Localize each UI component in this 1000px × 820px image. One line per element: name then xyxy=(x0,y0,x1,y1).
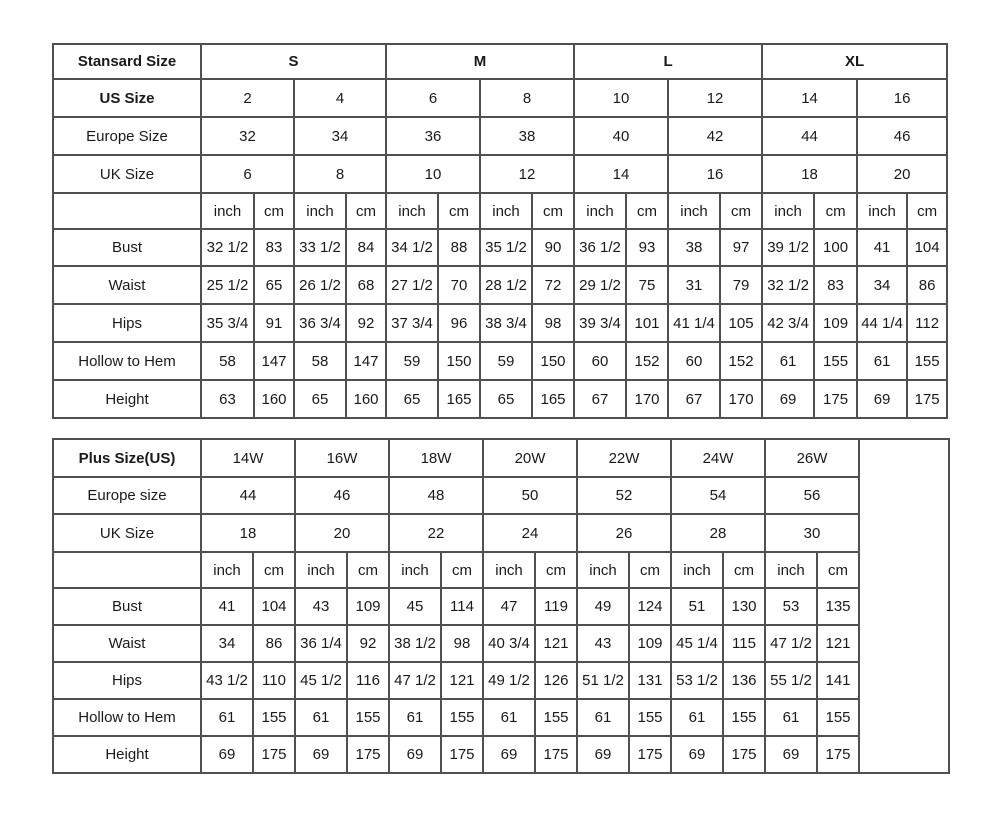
plus-unit-cell: cm xyxy=(441,552,483,588)
measure-cell: 150 xyxy=(532,342,574,380)
measure-cell: 59 xyxy=(480,342,532,380)
plus-uk-size-row xyxy=(53,514,949,552)
measure-cell: 90 xyxy=(532,229,574,266)
plus-size-cell: 18W xyxy=(389,439,483,477)
plus-measure-cell: 69 xyxy=(765,736,817,773)
unit-cell: cm xyxy=(907,193,947,229)
plus-measure-cell: 61 xyxy=(483,699,535,736)
measure-cell: 104 xyxy=(907,229,947,266)
plus-measure-cell: 69 xyxy=(577,736,629,773)
unit-cell: inch xyxy=(574,193,626,229)
measure-cell: 170 xyxy=(720,380,762,418)
plus-measure-cell: 121 xyxy=(817,625,859,662)
plus-measure-cell: 47 xyxy=(483,588,535,625)
uk-size-cell: 8 xyxy=(294,155,386,193)
plus-measure-row-hollow-to-hem xyxy=(53,699,949,736)
plus-measure-cell: 43 1/2 xyxy=(201,662,253,699)
plus-size-cell: 24W xyxy=(671,439,765,477)
plus-unit-cell: cm xyxy=(817,552,859,588)
plus-uk-size-cell: 20 xyxy=(295,514,389,552)
plus-measure-row-waist xyxy=(53,625,949,662)
measure-cell: 58 xyxy=(201,342,254,380)
uk-size-cell: 18 xyxy=(762,155,857,193)
measure-cell: 32 1/2 xyxy=(762,266,814,304)
unit-cell: cm xyxy=(438,193,480,229)
uk-size-row xyxy=(53,155,947,193)
uk-size-cell: 6 xyxy=(201,155,294,193)
measure-cell: 105 xyxy=(720,304,762,342)
plus-uk-size-cell: 18 xyxy=(201,514,295,552)
plus-size-cell: 26W xyxy=(765,439,859,477)
measure-cell: 72 xyxy=(532,266,574,304)
plus-measure-cell: 155 xyxy=(347,699,389,736)
measure-cell: 69 xyxy=(857,380,907,418)
measure-cell: 28 1/2 xyxy=(480,266,532,304)
plus-uk-size-cell: 24 xyxy=(483,514,577,552)
measure-label: Hollow to Hem xyxy=(53,342,201,380)
plus-measure-cell: 36 1/4 xyxy=(295,625,347,662)
measure-cell: 68 xyxy=(346,266,386,304)
measure-row-bust xyxy=(53,229,947,266)
plus-measure-cell: 175 xyxy=(347,736,389,773)
plus-measure-cell: 40 3/4 xyxy=(483,625,535,662)
measure-cell: 37 3/4 xyxy=(386,304,438,342)
measure-row-hollow-to-hem xyxy=(53,342,947,380)
measure-cell: 93 xyxy=(626,229,668,266)
europe-size-cell: 32 xyxy=(201,117,294,155)
europe-size-row xyxy=(53,117,947,155)
unit-cell: inch xyxy=(201,193,254,229)
unit-cell: cm xyxy=(720,193,762,229)
measure-cell: 35 1/2 xyxy=(480,229,532,266)
unit-cell: cm xyxy=(626,193,668,229)
plus-measure-cell: 69 xyxy=(483,736,535,773)
measure-cell: 175 xyxy=(814,380,857,418)
europe-size-cell: 44 xyxy=(762,117,857,155)
standard-size-header: Stansard Size xyxy=(53,44,201,79)
plus-measure-cell: 121 xyxy=(441,662,483,699)
measure-row-height xyxy=(53,380,947,418)
measure-cell: 44 1/4 xyxy=(857,304,907,342)
measure-cell: 33 1/2 xyxy=(294,229,346,266)
plus-measure-label: Bust xyxy=(53,588,201,625)
plus-measure-cell: 61 xyxy=(295,699,347,736)
measure-cell: 100 xyxy=(814,229,857,266)
plus-measure-cell: 98 xyxy=(441,625,483,662)
unit-cell: cm xyxy=(254,193,294,229)
measure-cell: 31 xyxy=(668,266,720,304)
plus-uk-size-cell: 22 xyxy=(389,514,483,552)
measure-cell: 165 xyxy=(532,380,574,418)
europe-size-cell: 34 xyxy=(294,117,386,155)
plus-measure-cell: 155 xyxy=(535,699,577,736)
plus-measure-cell: 141 xyxy=(817,662,859,699)
us-size-cell: 14 xyxy=(762,79,857,117)
plus-measure-cell: 130 xyxy=(723,588,765,625)
plus-measure-cell: 45 1/4 xyxy=(671,625,723,662)
europe-size-cell: 42 xyxy=(668,117,762,155)
plus-unit-cell: cm xyxy=(723,552,765,588)
measure-cell: 38 3/4 xyxy=(480,304,532,342)
plus-uk-size-cell: 28 xyxy=(671,514,765,552)
plus-europe-size-cell: 52 xyxy=(577,477,671,514)
plus-measure-cell: 136 xyxy=(723,662,765,699)
measure-cell: 65 xyxy=(480,380,532,418)
plus-measure-cell: 119 xyxy=(535,588,577,625)
measure-cell: 97 xyxy=(720,229,762,266)
plus-measure-cell: 114 xyxy=(441,588,483,625)
measure-cell: 155 xyxy=(907,342,947,380)
measure-cell: 65 xyxy=(294,380,346,418)
plus-measure-cell: 175 xyxy=(253,736,295,773)
measure-cell: 42 3/4 xyxy=(762,304,814,342)
plus-measure-cell: 115 xyxy=(723,625,765,662)
measure-cell: 34 xyxy=(857,266,907,304)
header-row xyxy=(53,44,947,79)
plus-unit-cell: inch xyxy=(483,552,535,588)
europe-size-cell: 40 xyxy=(574,117,668,155)
plus-unit-cell: cm xyxy=(253,552,295,588)
plus-measure-cell: 175 xyxy=(441,736,483,773)
measure-label: Height xyxy=(53,380,201,418)
plus-measure-cell: 41 xyxy=(201,588,253,625)
measure-cell: 109 xyxy=(814,304,857,342)
us-size-cell: 10 xyxy=(574,79,668,117)
measure-cell: 170 xyxy=(626,380,668,418)
measure-cell: 101 xyxy=(626,304,668,342)
plus-measure-row-bust xyxy=(53,588,949,625)
plus-measure-cell: 61 xyxy=(671,699,723,736)
unit-row xyxy=(53,193,947,229)
measure-cell: 25 1/2 xyxy=(201,266,254,304)
plus-size-cell: 20W xyxy=(483,439,577,477)
plus-size-cell: 22W xyxy=(577,439,671,477)
uk-size-cell: 12 xyxy=(480,155,574,193)
plus-europe-size-cell: 50 xyxy=(483,477,577,514)
plus-unit-cell: cm xyxy=(535,552,577,588)
measure-cell: 63 xyxy=(201,380,254,418)
measure-cell: 65 xyxy=(254,266,294,304)
measure-cell: 32 1/2 xyxy=(201,229,254,266)
measure-cell: 152 xyxy=(720,342,762,380)
plus-measure-cell: 126 xyxy=(535,662,577,699)
size-group-xl: XL xyxy=(762,44,947,79)
plus-unit-cell: inch xyxy=(671,552,723,588)
plus-measure-cell: 124 xyxy=(629,588,671,625)
measure-cell: 26 1/2 xyxy=(294,266,346,304)
plus-europe-size-cell: 44 xyxy=(201,477,295,514)
plus-measure-cell: 47 1/2 xyxy=(389,662,441,699)
uk-size-cell: 16 xyxy=(668,155,762,193)
standard-size-table xyxy=(52,43,948,419)
plus-measure-cell: 53 xyxy=(765,588,817,625)
europe-size-cell: 46 xyxy=(857,117,947,155)
plus-measure-cell: 175 xyxy=(723,736,765,773)
measure-cell: 165 xyxy=(438,380,480,418)
plus-measure-cell: 131 xyxy=(629,662,671,699)
measure-cell: 41 xyxy=(857,229,907,266)
plus-unit-row xyxy=(53,552,949,588)
unit-cell: cm xyxy=(814,193,857,229)
plus-unit-cell: inch xyxy=(201,552,253,588)
plus-unit-cell: inch xyxy=(389,552,441,588)
plus-measure-cell: 69 xyxy=(389,736,441,773)
plus-unit-cell: cm xyxy=(629,552,671,588)
measure-cell: 59 xyxy=(386,342,438,380)
unit-cell: inch xyxy=(480,193,532,229)
measure-cell: 67 xyxy=(574,380,626,418)
measure-cell: 84 xyxy=(346,229,386,266)
unit-cell: cm xyxy=(532,193,574,229)
measure-row-waist xyxy=(53,266,947,304)
plus-measure-cell: 104 xyxy=(253,588,295,625)
plus-measure-cell: 69 xyxy=(295,736,347,773)
measure-cell: 98 xyxy=(532,304,574,342)
plus-unit-cell: inch xyxy=(577,552,629,588)
plus-measure-label: Height xyxy=(53,736,201,773)
size-group-s: S xyxy=(201,44,386,79)
measure-cell: 160 xyxy=(254,380,294,418)
plus-measure-cell: 53 1/2 xyxy=(671,662,723,699)
us-size-cell: 2 xyxy=(201,79,294,117)
measure-cell: 29 1/2 xyxy=(574,266,626,304)
measure-row-hips xyxy=(53,304,947,342)
us-size-cell: 8 xyxy=(480,79,574,117)
plus-measure-cell: 34 xyxy=(201,625,253,662)
measure-cell: 35 3/4 xyxy=(201,304,254,342)
us-size-row xyxy=(53,79,947,117)
unit-cell: inch xyxy=(762,193,814,229)
plus-measure-cell: 86 xyxy=(253,625,295,662)
plus-measure-cell: 109 xyxy=(347,588,389,625)
plus-measure-cell: 155 xyxy=(629,699,671,736)
plus-header-row xyxy=(53,439,949,477)
measure-label: Bust xyxy=(53,229,201,266)
unit-cell: inch xyxy=(386,193,438,229)
unit-cell: inch xyxy=(668,193,720,229)
measure-cell: 36 1/2 xyxy=(574,229,626,266)
plus-size-cell: 14W xyxy=(201,439,295,477)
plus-measure-cell: 69 xyxy=(201,736,253,773)
plus-europe-size-cell: 46 xyxy=(295,477,389,514)
measure-cell: 27 1/2 xyxy=(386,266,438,304)
plus-measure-cell: 51 xyxy=(671,588,723,625)
plus-measure-cell: 38 1/2 xyxy=(389,625,441,662)
measure-cell: 92 xyxy=(346,304,386,342)
plus-size-table xyxy=(52,438,950,774)
measure-cell: 83 xyxy=(254,229,294,266)
plus-size-header: Plus Size(US) xyxy=(53,439,201,477)
measure-cell: 39 3/4 xyxy=(574,304,626,342)
plus-measure-cell: 109 xyxy=(629,625,671,662)
uk-size-cell: 10 xyxy=(386,155,480,193)
measure-cell: 65 xyxy=(386,380,438,418)
plus-measure-cell: 155 xyxy=(441,699,483,736)
europe-size-cell: 38 xyxy=(480,117,574,155)
measure-cell: 39 1/2 xyxy=(762,229,814,266)
europe-size-cell: 36 xyxy=(386,117,480,155)
measure-cell: 147 xyxy=(254,342,294,380)
plus-measure-cell: 116 xyxy=(347,662,389,699)
plus-unit-cell: inch xyxy=(765,552,817,588)
plus-measure-cell: 61 xyxy=(389,699,441,736)
plus-measure-cell: 49 1/2 xyxy=(483,662,535,699)
plus-europe-size-cell: 48 xyxy=(389,477,483,514)
measure-cell: 175 xyxy=(907,380,947,418)
plus-measure-cell: 135 xyxy=(817,588,859,625)
measure-cell: 96 xyxy=(438,304,480,342)
plus-measure-cell: 51 1/2 xyxy=(577,662,629,699)
measure-cell: 34 1/2 xyxy=(386,229,438,266)
plus-measure-label: Hollow to Hem xyxy=(53,699,201,736)
plus-blank-column xyxy=(859,439,949,773)
unit-cell: inch xyxy=(857,193,907,229)
us-size-cell: 12 xyxy=(668,79,762,117)
plus-unit-cell: inch xyxy=(295,552,347,588)
us-size-cell: 16 xyxy=(857,79,947,117)
plus-europe-size-row xyxy=(53,477,949,514)
plus-measure-cell: 92 xyxy=(347,625,389,662)
measure-cell: 155 xyxy=(814,342,857,380)
plus-measure-cell: 175 xyxy=(629,736,671,773)
measure-cell: 61 xyxy=(762,342,814,380)
measure-cell: 83 xyxy=(814,266,857,304)
measure-cell: 70 xyxy=(438,266,480,304)
plus-measure-cell: 175 xyxy=(817,736,859,773)
measure-cell: 86 xyxy=(907,266,947,304)
plus-measure-cell: 155 xyxy=(723,699,765,736)
measure-cell: 41 1/4 xyxy=(668,304,720,342)
plus-measure-cell: 155 xyxy=(253,699,295,736)
measure-label: Waist xyxy=(53,266,201,304)
plus-europe-size-label: Europe size xyxy=(53,477,201,514)
plus-uk-size-cell: 30 xyxy=(765,514,859,552)
uk-size-label: UK Size xyxy=(53,155,201,193)
unit-cell: cm xyxy=(346,193,386,229)
measure-cell: 36 3/4 xyxy=(294,304,346,342)
measure-cell: 88 xyxy=(438,229,480,266)
measure-label: Hips xyxy=(53,304,201,342)
plus-measure-row-hips xyxy=(53,662,949,699)
measure-cell: 75 xyxy=(626,266,668,304)
plus-measure-cell: 155 xyxy=(817,699,859,736)
plus-measure-cell: 175 xyxy=(535,736,577,773)
plus-unit-cell: cm xyxy=(347,552,389,588)
plus-size-cell: 16W xyxy=(295,439,389,477)
plus-uk-size-cell: 26 xyxy=(577,514,671,552)
plus-uk-size-label: UK Size xyxy=(53,514,201,552)
measure-cell: 69 xyxy=(762,380,814,418)
unit-row-blank xyxy=(53,193,201,229)
plus-measure-cell: 69 xyxy=(671,736,723,773)
plus-measure-cell: 49 xyxy=(577,588,629,625)
us-size-cell: 4 xyxy=(294,79,386,117)
measure-cell: 58 xyxy=(294,342,346,380)
uk-size-cell: 20 xyxy=(857,155,947,193)
plus-measure-cell: 61 xyxy=(577,699,629,736)
measure-cell: 160 xyxy=(346,380,386,418)
measure-cell: 150 xyxy=(438,342,480,380)
plus-europe-size-cell: 54 xyxy=(671,477,765,514)
measure-cell: 91 xyxy=(254,304,294,342)
plus-measure-cell: 61 xyxy=(765,699,817,736)
uk-size-cell: 14 xyxy=(574,155,668,193)
europe-size-label: Europe Size xyxy=(53,117,201,155)
size-group-l: L xyxy=(574,44,762,79)
plus-measure-label: Waist xyxy=(53,625,201,662)
unit-cell: inch xyxy=(294,193,346,229)
measure-cell: 60 xyxy=(574,342,626,380)
us-size-cell: 6 xyxy=(386,79,480,117)
measure-cell: 60 xyxy=(668,342,720,380)
plus-measure-cell: 121 xyxy=(535,625,577,662)
plus-measure-cell: 55 1/2 xyxy=(765,662,817,699)
measure-cell: 67 xyxy=(668,380,720,418)
plus-measure-cell: 110 xyxy=(253,662,295,699)
plus-measure-row-height xyxy=(53,736,949,773)
measure-cell: 147 xyxy=(346,342,386,380)
plus-unit-row-blank xyxy=(53,552,201,588)
plus-measure-cell: 47 1/2 xyxy=(765,625,817,662)
measure-cell: 38 xyxy=(668,229,720,266)
measure-cell: 112 xyxy=(907,304,947,342)
measure-cell: 79 xyxy=(720,266,762,304)
plus-measure-cell: 43 xyxy=(577,625,629,662)
plus-europe-size-cell: 56 xyxy=(765,477,859,514)
plus-measure-cell: 43 xyxy=(295,588,347,625)
measure-cell: 152 xyxy=(626,342,668,380)
us-size-label: US Size xyxy=(53,79,201,117)
plus-measure-cell: 45 1/2 xyxy=(295,662,347,699)
measure-cell: 61 xyxy=(857,342,907,380)
plus-measure-cell: 45 xyxy=(389,588,441,625)
size-group-m: M xyxy=(386,44,574,79)
plus-measure-label: Hips xyxy=(53,662,201,699)
plus-measure-cell: 61 xyxy=(201,699,253,736)
